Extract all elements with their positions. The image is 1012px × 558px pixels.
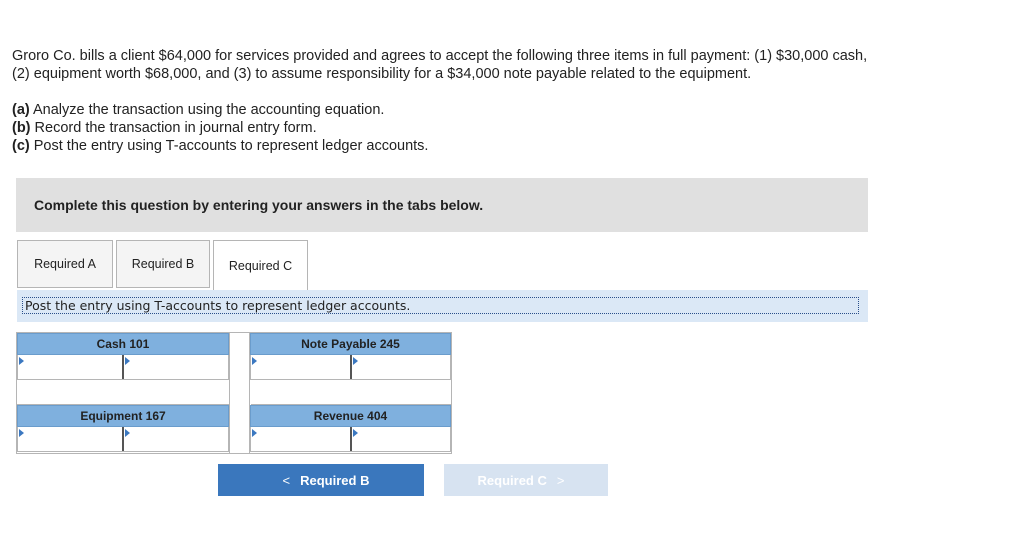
debit-input[interactable] (251, 427, 352, 451)
t-accounts-spacer-right (251, 382, 451, 405)
t-account-title: Note Payable 245 (250, 333, 451, 355)
part-b (12, 119, 428, 137)
prev-required-button[interactable] (218, 464, 424, 496)
input-marker-icon (125, 357, 130, 365)
tab-bar (17, 240, 311, 290)
credit-input[interactable] (352, 427, 451, 451)
part-c-tag: (c) (12, 138, 30, 154)
t-account-note-payable (250, 333, 451, 380)
t-account-row (250, 427, 451, 452)
input-marker-icon (125, 429, 130, 437)
input-marker-icon (19, 429, 24, 437)
t-accounts-spacer-left (17, 382, 229, 405)
part-c (12, 137, 428, 155)
input-marker-icon (252, 429, 257, 437)
tab-instruction-bar (17, 290, 868, 322)
next-required-button[interactable] (444, 464, 608, 496)
part-b-tag: (b) (12, 120, 31, 136)
input-marker-icon (353, 357, 358, 365)
tab-required-b[interactable]: Required B (116, 240, 210, 288)
t-account-equipment (17, 405, 229, 452)
t-account-title: Cash 101 (17, 333, 229, 355)
question-parts (12, 101, 428, 155)
credit-input[interactable] (124, 355, 228, 379)
debit-input[interactable] (18, 427, 124, 451)
problem-statement (12, 47, 972, 83)
credit-input[interactable] (124, 427, 228, 451)
debit-input[interactable] (251, 355, 352, 379)
part-a-text: Analyze the transaction using the accounting equation. (29, 102, 385, 118)
chevron-right-icon: > (556, 472, 565, 488)
tab-required-c[interactable]: Required C (213, 240, 308, 290)
t-accounts-divider (229, 333, 250, 453)
prev-button-label: Required B (300, 472, 370, 488)
next-button-label: Required C (477, 472, 547, 488)
input-marker-icon (252, 357, 257, 365)
t-account-row (17, 427, 229, 452)
t-account-revenue (250, 405, 451, 452)
credit-input[interactable] (352, 355, 451, 379)
part-a-tag: (a) (12, 102, 30, 118)
input-marker-icon (353, 429, 358, 437)
t-account-row (250, 355, 451, 380)
part-b-text: Record the transaction in journal entry form. (30, 120, 317, 136)
tab-instruction-text: Post the entry using T-accounts to represent ledger accounts. (22, 297, 859, 314)
problem-line-1: Groro Co. bills a client $64,000 for services provided and agrees to accept the following three items in full payment: (1) $30,000 cash, (12, 48, 868, 64)
t-account-title: Equipment 167 (17, 405, 229, 427)
problem-line-2: (2) equipment worth $68,000, and (3) to assume responsibility for a $34,000 note payable related to the equipment. (12, 66, 752, 82)
input-marker-icon (19, 357, 24, 365)
t-account-title: Revenue 404 (250, 405, 451, 427)
t-account-cash (17, 333, 229, 380)
tab-required-a[interactable]: Required A (17, 240, 113, 288)
instructions-banner: Complete this question by entering your answers in the tabs below. (16, 178, 868, 232)
part-c-text: Post the entry using T-accounts to represent ledger accounts. (29, 138, 429, 154)
t-account-row (17, 355, 229, 380)
debit-input[interactable] (18, 355, 124, 379)
part-a (12, 101, 428, 119)
chevron-left-icon: < (282, 472, 291, 488)
